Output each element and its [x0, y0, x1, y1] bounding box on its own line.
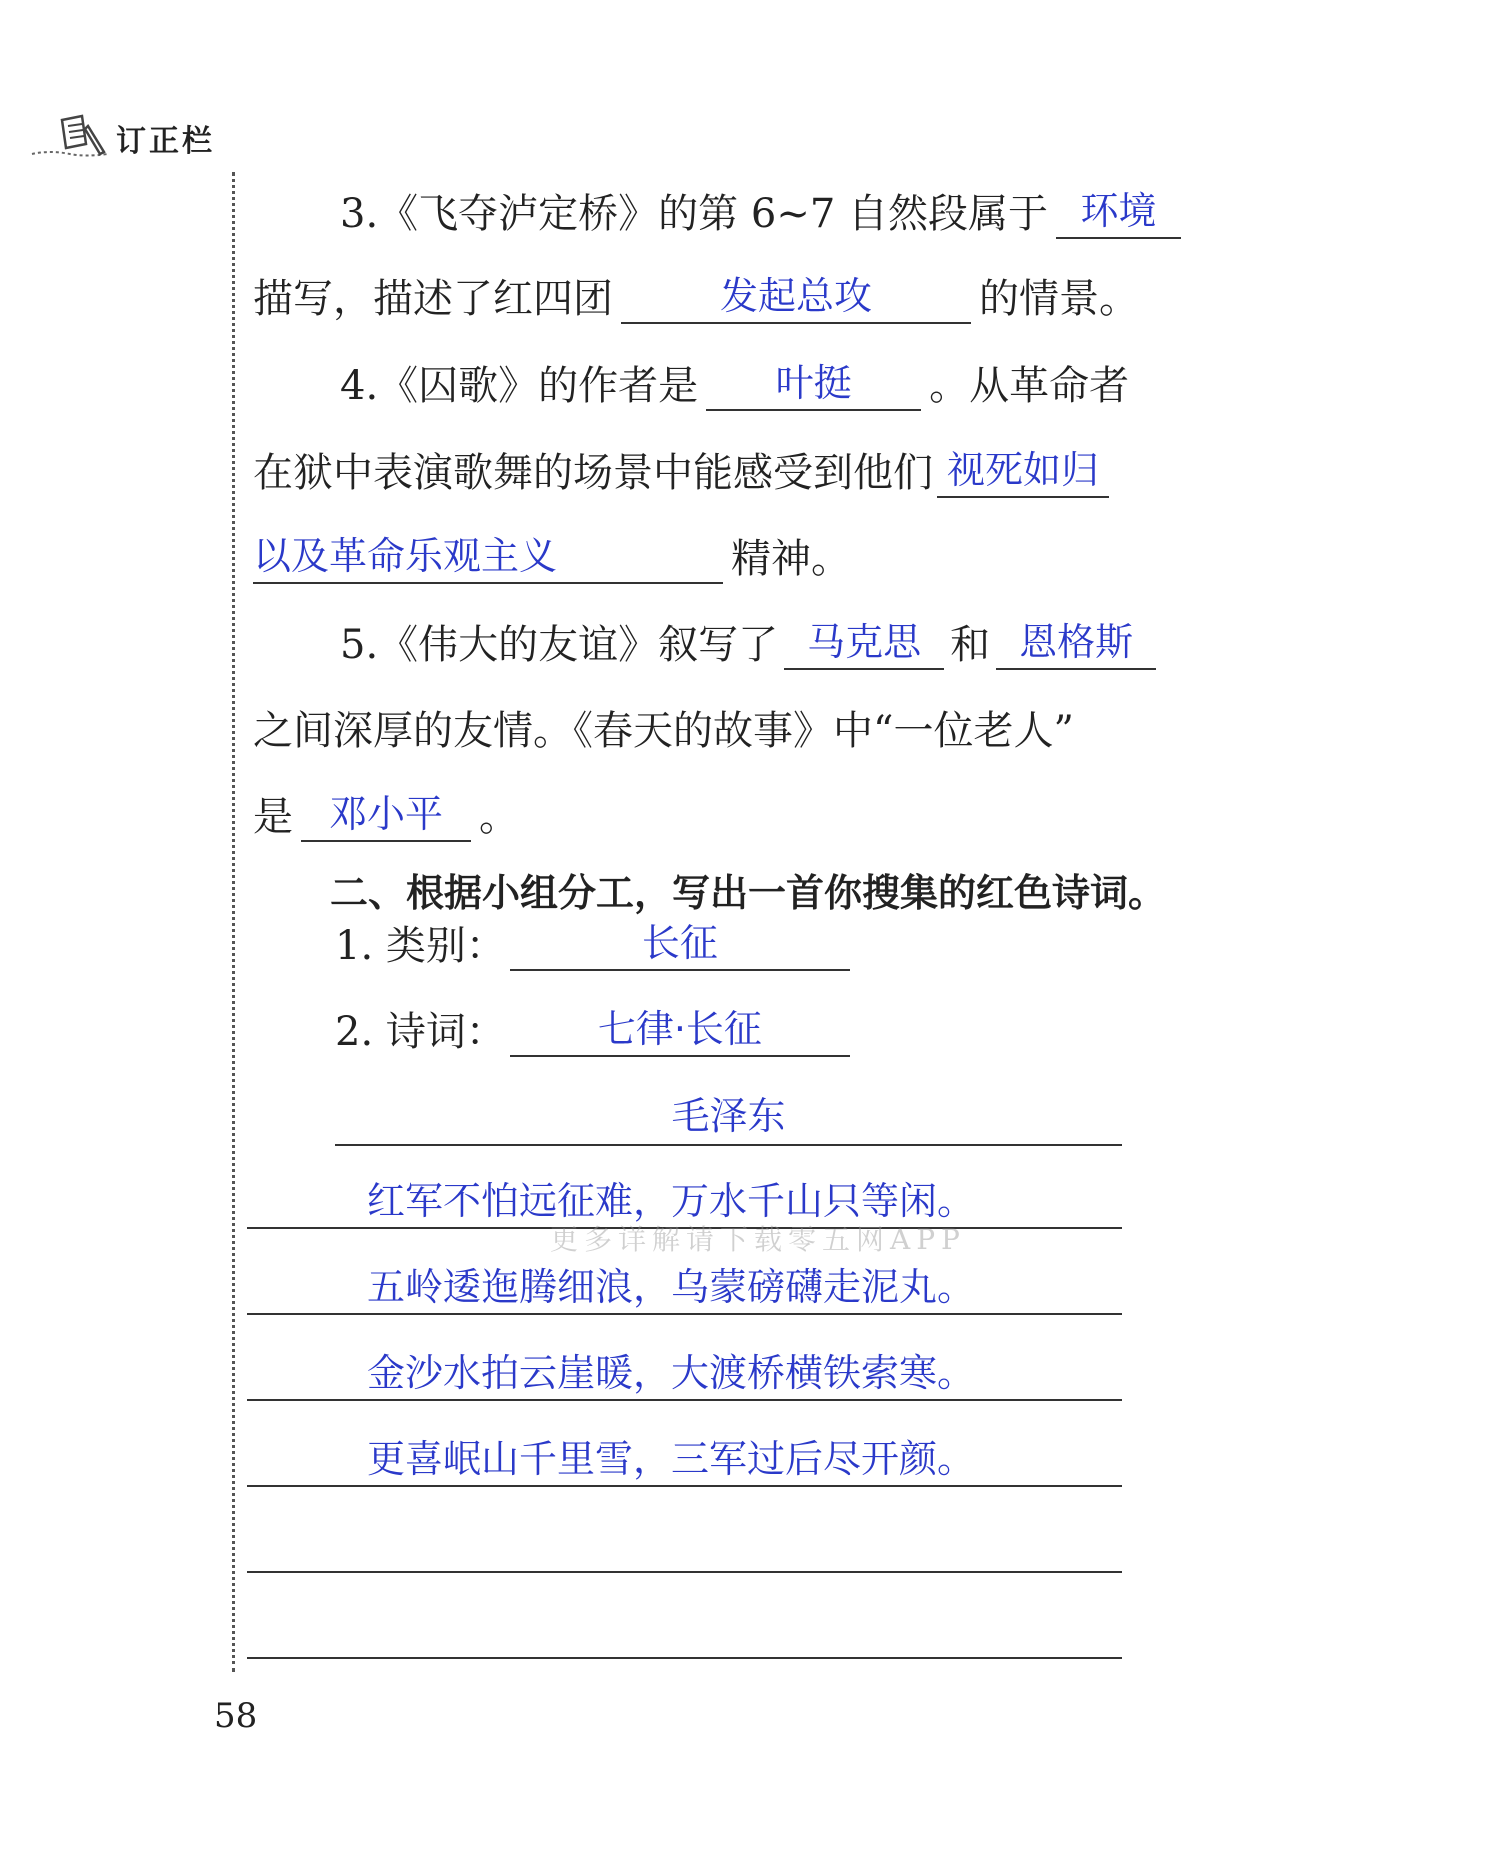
- q5-line2: [253, 700, 1074, 756]
- q3-line2: [253, 268, 1139, 324]
- category-line: [335, 915, 850, 971]
- q5-text-2: 之间深厚的友情。《春天的故事》中“一位老人”: [253, 708, 1074, 754]
- q5-line3: [253, 786, 519, 842]
- q5-text-3: 是: [253, 794, 293, 840]
- q5-answer-2[interactable]: 恩格斯: [996, 616, 1156, 670]
- q4-answer-spirit-1[interactable]: 视死如归: [937, 444, 1109, 498]
- page-number: 58: [214, 1696, 258, 1736]
- correction-column-label: 订正栏: [116, 124, 215, 159]
- q4-text-2: 。从革命者: [929, 363, 1130, 409]
- q3-line1: [340, 183, 1181, 239]
- watermark-text: 更多详解请下载零五网APP: [550, 1223, 966, 1256]
- q3-text-3: 的情景。: [979, 276, 1139, 322]
- poem-line-6-empty[interactable]: [247, 1603, 1122, 1659]
- category-answer[interactable]: 长征: [510, 917, 850, 971]
- poem-author-line[interactable]: 毛泽东: [335, 1088, 1122, 1146]
- poem-line-5-empty[interactable]: [247, 1517, 1122, 1573]
- q5-text-1: 5.《伟大的友谊》叙写了: [340, 622, 779, 668]
- q3-answer-2[interactable]: 发起总攻: [621, 270, 971, 324]
- correction-column-header: [30, 110, 215, 160]
- q4-line3: [253, 528, 851, 584]
- q4-answer-spirit-2[interactable]: 以及革命乐观主义: [253, 530, 723, 584]
- category-label: 1. 类别：: [335, 923, 506, 969]
- q4-text-3: 在狱中表演歌舞的场景中能感受到他们: [253, 450, 933, 496]
- q5-answer-3[interactable]: 邓小平: [301, 788, 471, 842]
- q5-text-and: 和: [950, 622, 991, 668]
- q3-text-1: 3.《飞夺泸定桥》的第 6~7 自然段属于: [340, 191, 1049, 237]
- q3-text-2: 描写，描述了红四团: [253, 276, 613, 322]
- q5-answer-1[interactable]: 马克思: [784, 616, 944, 670]
- q4-text-1: 4.《囚歌》的作者是: [340, 363, 699, 409]
- pen-notebook-icon: [30, 114, 110, 160]
- q5-text-4: 。: [479, 794, 519, 840]
- q3-answer-1[interactable]: 环境: [1056, 185, 1181, 239]
- poem-line-1[interactable]: 红军不怕远征难，万水千山只等闲。: [247, 1173, 1122, 1229]
- poem-line-2[interactable]: 五岭逶迤腾细浪，乌蒙磅礴走泥丸。: [247, 1259, 1122, 1315]
- section-2-title: 二、根据小组分工，写出一首你搜集的红色诗词。: [330, 871, 1167, 915]
- poem-title-answer[interactable]: 七律·长征: [510, 1003, 850, 1057]
- q4-text-4: 精神。: [731, 536, 851, 582]
- margin-dotted-divider: [232, 172, 235, 1672]
- q5-line1: [340, 614, 1156, 670]
- poem-line-3[interactable]: 金沙水拍云崖暖，大渡桥横铁索寒。: [247, 1345, 1122, 1401]
- poem-line-4[interactable]: 更喜岷山千里雪，三军过后尽开颜。: [247, 1431, 1122, 1487]
- poem-title-line: [335, 1001, 850, 1057]
- q4-answer-author[interactable]: 叶挺: [706, 357, 921, 411]
- q4-line1: [340, 355, 1129, 411]
- q4-line2: [253, 442, 1109, 498]
- poem-label: 2. 诗词：: [335, 1009, 506, 1055]
